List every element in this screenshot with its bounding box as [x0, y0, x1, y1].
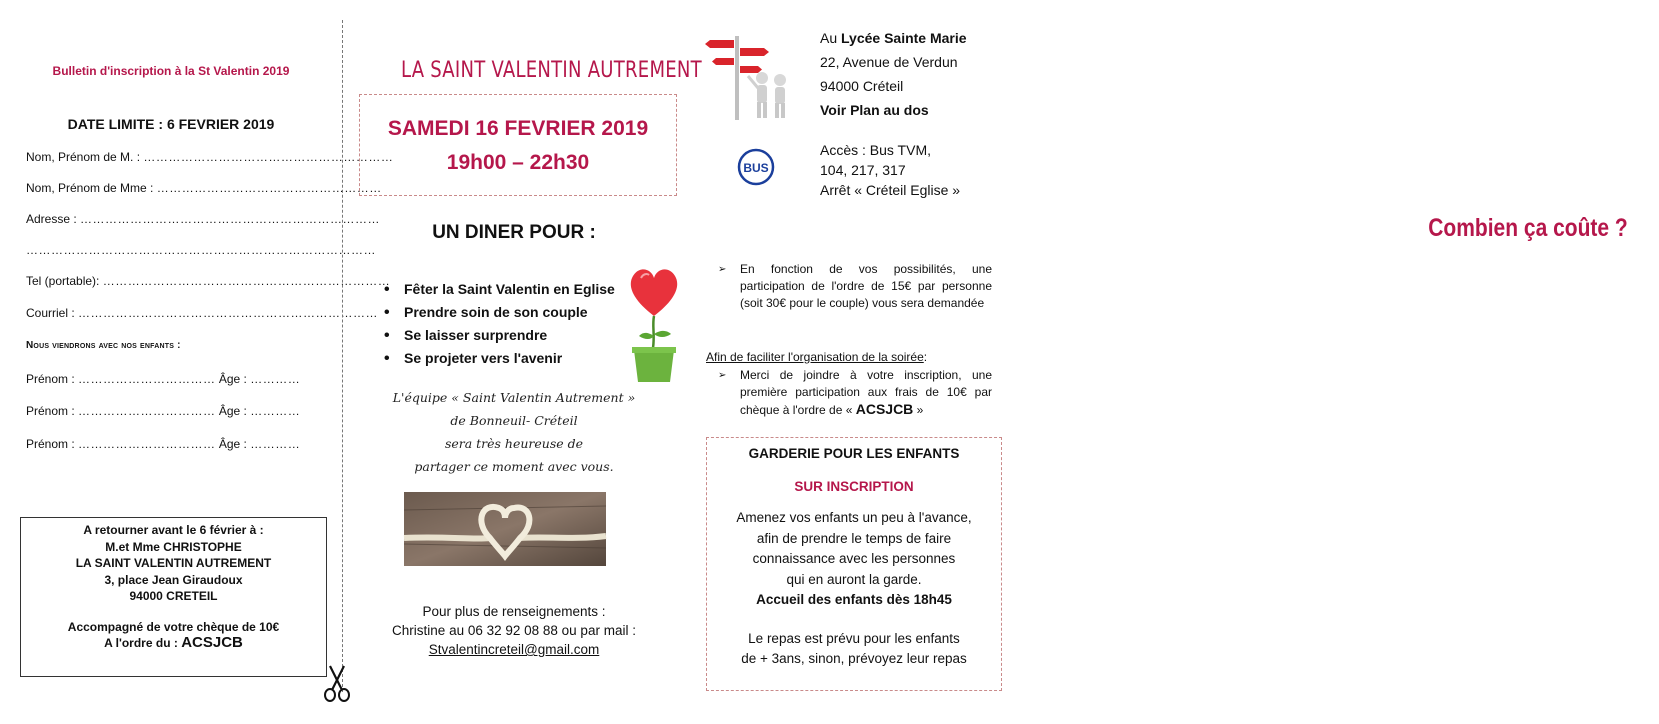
return-line-3: LA SAINT VALENTIN AUTREMENT	[75, 556, 272, 570]
venue-name: Lycée Sainte Marie	[841, 30, 967, 46]
diner-bullet-list	[384, 278, 615, 370]
field-email[interactable]: Courriel : ………………………………………………………………	[26, 306, 379, 320]
join-payment-item: ➢ Merci de joindre à votre inscription, une première participation aux frais de 10€ par chèque à l'ordre de « ACSJCB »	[718, 368, 992, 417]
bus-icon	[737, 148, 775, 186]
field-phone[interactable]: Tel (portable): ……………………………………………………………	[26, 274, 391, 288]
childcare-subtitle: SUR INSCRIPTION	[794, 479, 914, 494]
field-mrs-name[interactable]: Nom, Prénom de Mme : ………………………………………………	[26, 181, 382, 195]
list-item: • Fêter la Saint Valentin en Eglise	[384, 278, 615, 301]
return-line-5: 94000 CRETEIL	[129, 589, 218, 603]
childcare-meal-note: Le repas est prévu pour les enfants de + 3ans, sinon, prévoyez leur repas	[741, 630, 967, 666]
field-child-3[interactable]: Prénom : …………………………… Âge : …………	[26, 437, 301, 451]
field-address-line2[interactable]: …………………………………………………………………………	[26, 243, 376, 257]
deadline: DATE LIMITE : 6 FEVRIER 2019	[67, 116, 275, 132]
bulletin-title: Bulletin d'inscription à la St Valentin 2019	[52, 64, 290, 78]
signpost-people-icon	[702, 26, 798, 122]
facilitate-heading: Afin de faciliter l'organisation de la soirée:	[706, 350, 928, 364]
bus-badge-text: BUS	[743, 161, 769, 175]
list-item: • Se projeter vers l'avenir	[384, 347, 615, 370]
arrow-bullet-icon: ➢	[718, 370, 727, 381]
rope-heart-knot-image	[404, 492, 606, 566]
field-child-2[interactable]: Prénom : …………………………… Âge : …………	[26, 404, 301, 418]
return-line-7: A l'ordre du : ACSJCB	[104, 634, 243, 651]
event-date: SAMEDI 16 FEVRIER 2019	[387, 117, 649, 140]
diner-heading: UN DINER POUR :	[432, 222, 596, 243]
arrow-bullet-icon: ➢	[718, 264, 727, 275]
return-line-1: A retourner avant le 6 février à :	[83, 523, 264, 537]
return-line-6: Accompagné de votre chèque de 10€	[67, 619, 280, 634]
registration-panel	[0, 0, 394, 724]
field-mr-name[interactable]: Nom, Prénom de M. : ……………………………………………………	[26, 150, 394, 164]
map-note: Voir Plan au dos	[820, 102, 929, 118]
field-child-1[interactable]: Prénom : …………………………… Âge : …………	[26, 372, 301, 386]
kids-heading: Nous viendrons avec nos enfants :	[26, 340, 181, 351]
heart-plant-icon	[625, 264, 683, 384]
bus-access-info: Accès : Bus TVM, 104, 217, 317 Arrêt « Créteil Eglise »	[820, 142, 961, 198]
list-item: • Se laisser surprendre	[384, 324, 615, 347]
event-time: 19h00 – 22h30	[446, 151, 590, 174]
return-line-4: 3, place Jean Giraudoux	[104, 572, 243, 587]
childcare-title: GARDERIE POUR LES ENFANTS	[748, 446, 960, 461]
field-address[interactable]: Adresse : ………………………………………………………………	[26, 212, 381, 226]
childcare-body: Amenez vos enfants un peu à l'avance, afin de prendre le temps de faire connaissance avec les personnes qui en auront la garde.	[736, 510, 972, 587]
return-address-box	[20, 517, 327, 677]
cut-line-divider	[342, 20, 343, 692]
childcare-box	[706, 437, 1002, 691]
contact-email-link[interactable]: Stvalentincreteil@gmail.com	[428, 642, 600, 657]
return-line-2: M.et Mme CHRISTOPHE	[105, 539, 242, 554]
cost-item: ➢ En fonction de vos possibilités, une participation de l'ordre de 15€ par personne (soit 30€ pour le couple) vous sera demandée	[718, 262, 992, 310]
contact-info: Pour plus de renseignements : Christine au 06 32 92 08 88 ou par mail : Stvalentincreteil@gmail.com	[344, 602, 684, 659]
childcare-welcome-time: Accueil des enfants dès 18h45	[756, 592, 952, 607]
venue-address: Au Lycée Sainte Marie 22, Avenue de Verdun 94000 Créteil Voir Plan au dos	[820, 26, 967, 122]
event-title: LA SAINT VALENTIN AUTREMENT	[401, 58, 702, 83]
date-box	[359, 94, 677, 196]
list-item: • Prendre soin de son couple	[384, 301, 615, 324]
team-quote: L'équipe « Saint Valentin Autrement » de Bonneuil- Créteil sera très heureuse de partager ce moment avec vous.	[392, 390, 636, 474]
cost-title: Combien ça coûte ?	[1428, 214, 1628, 242]
